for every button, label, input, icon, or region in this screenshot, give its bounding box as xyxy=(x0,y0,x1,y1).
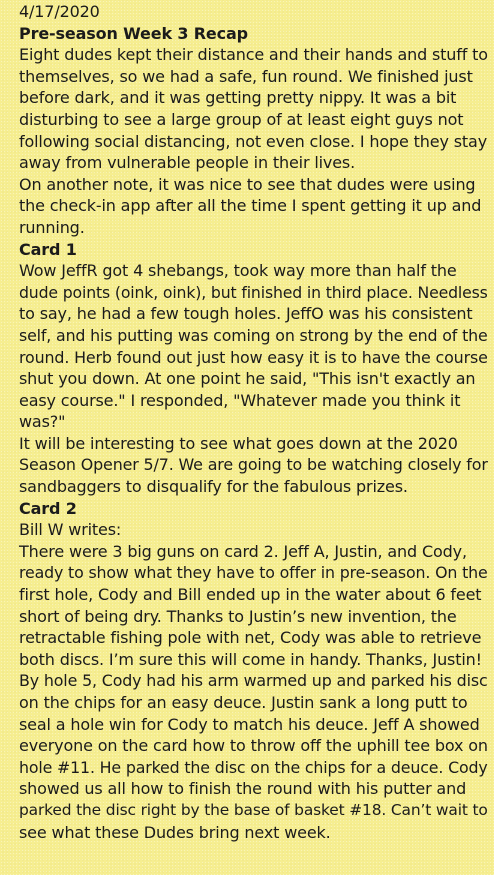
text-line: By hole 5, Cody had his arm warmed up and parked his disc xyxy=(19,671,488,691)
card2-paragraph xyxy=(19,519,486,843)
text-line: following social distancing, not even close. I hope they stay xyxy=(19,131,488,151)
text-line: sandbaggers to disqualify for the fabulous prizes. xyxy=(19,477,408,497)
text-line: disturbing to see a large group of at least eight guys not xyxy=(19,109,464,129)
text-line: both discs. I’m sure this will come in handy. Thanks, Justin! xyxy=(19,649,482,669)
text-line: retractable fishing pole with net, Cody was able to retrieve xyxy=(19,628,482,648)
text-line: On another note, it was nice to see that dudes were using xyxy=(19,174,476,194)
card1-paragraph xyxy=(19,260,486,498)
text-line: Wow JeffR got 4 shebangs, took way more than half the xyxy=(19,261,457,281)
text-line: shut you down. At one point he said, "This isn't exactly an xyxy=(19,369,476,389)
text-line: self, and his putting was coming on strong by the end of the xyxy=(19,325,488,345)
text-line: the check-in app after all the time I spent getting it up and xyxy=(19,196,482,216)
text-line: There were 3 big guns on card 2. Jeff A, Justin, and Cody, xyxy=(19,541,467,561)
text-line: hole #11. He parked the disc on the chips for a deuce. Cody xyxy=(19,757,488,777)
text-line: running. xyxy=(19,217,85,237)
text-line: seal a hole win for Cody to match his deuce. Jeff A showed xyxy=(19,714,480,734)
text-line: everyone on the card how to throw off the uphill tee box on xyxy=(19,736,488,756)
intro-paragraph xyxy=(19,44,486,238)
recap-title: Pre-season Week 3 Recap xyxy=(19,23,248,43)
card2-heading: Card 2 xyxy=(19,498,77,518)
text-line: away from vulnerable people in their lives. xyxy=(19,153,356,173)
text-line: ready to show what they have to offer in pre-season. On the xyxy=(19,563,488,583)
text-line: first hole, Cody and Bill ended up in the water about 6 feet xyxy=(19,585,482,605)
text-line: short of being dry. Thanks to Justin’s new invention, the xyxy=(19,606,457,626)
text-line: It will be interesting to see what goes down at the 2020 xyxy=(19,433,458,453)
text-line: Eight dudes kept their distance and their hands and stuff to xyxy=(19,45,488,65)
text-line: before dark, and it was getting pretty nippy. It was a bit xyxy=(19,88,457,108)
text-line: dude points (oink, oink), but finished in third place. Needless xyxy=(19,282,488,302)
text-line: Season Opener 5/7. We are going to be watching closely for xyxy=(19,455,488,475)
text-line: round. Herb found out just how easy it is to have the course xyxy=(19,347,488,367)
card1-heading: Card 1 xyxy=(19,239,77,259)
text-line: was?" xyxy=(19,412,66,432)
text-line: themselves, so we had a safe, fun round. We finished just xyxy=(19,66,473,86)
text-line: to say, he had a few tough holes. JeffO was his consistent xyxy=(19,304,473,324)
text-line: Bill W writes: xyxy=(19,520,122,540)
text-line: parked the disc right by the base of basket #18. Can’t wait to xyxy=(19,800,488,819)
date-line: 4/17/2020 xyxy=(19,2,100,21)
text-line: on the chips for an easy deuce. Justin sank a long putt to xyxy=(19,693,468,712)
text-line: showed us all how to finish the round with his putter and xyxy=(19,779,467,799)
text-line: see what these Dudes bring next week. xyxy=(19,822,331,842)
text-line: easy course." I responded, "Whatever made you think it xyxy=(19,390,461,410)
